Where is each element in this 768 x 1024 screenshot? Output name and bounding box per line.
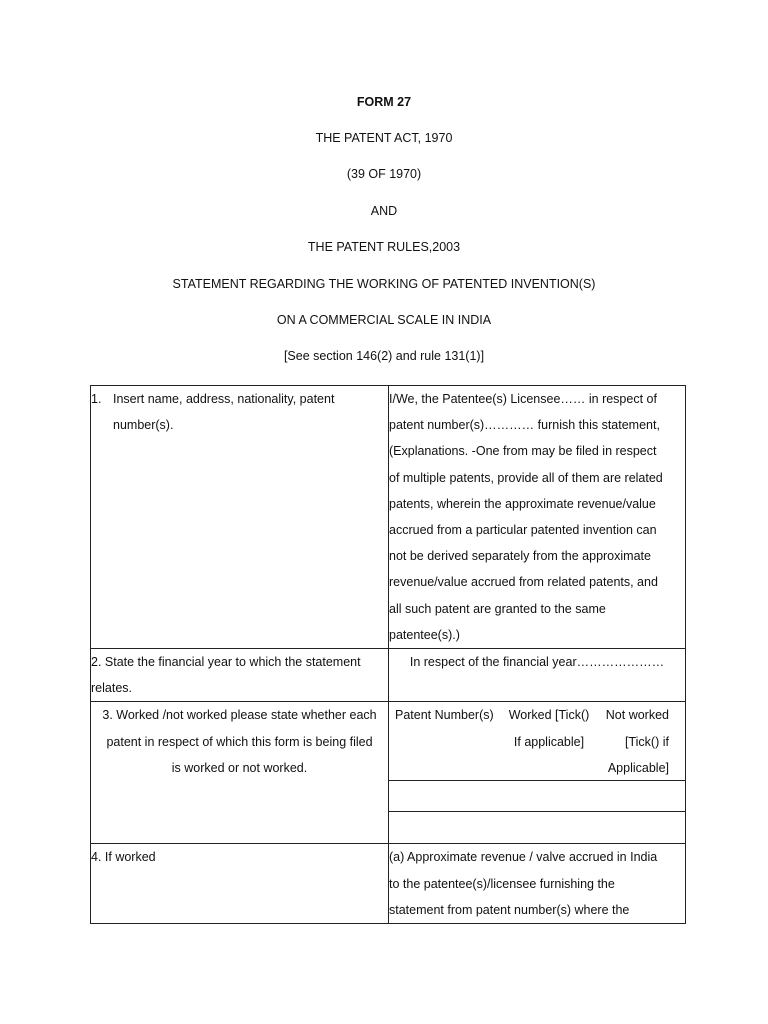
financial-year-line: In respect of the financial year…………………: [409, 655, 665, 670]
table-row: [91, 649, 686, 702]
not-worked-column-line1: Not worked: [605, 708, 669, 723]
section-reference: [See section 146(2) and rule 131(1)]: [283, 349, 485, 363]
row1-answer-line: all such patent are granted to the same: [389, 601, 606, 616]
statement-title: STATEMENT REGARDING THE WORKING OF PATENTED INVENTION(S): [172, 277, 596, 291]
row1-question: [91, 386, 389, 649]
row4-answer: [389, 844, 686, 924]
row1-answer-line: (Explanations. -One from may be filed in respect: [389, 444, 657, 459]
row4-question-line: 4. If worked: [91, 850, 156, 865]
row1-answer-line: accrued from a particular patented invention can: [389, 523, 657, 538]
row2-question-line1: 2. State the financial year to which the statement: [91, 655, 361, 670]
row2-question-line2: relates.: [91, 681, 132, 696]
table-row: [91, 386, 686, 649]
row1-answer-line: not be derived separately from the approximate: [389, 549, 651, 564]
row1-answer-line: I/We, the Patentee(s) Licensee…… in respect of: [389, 392, 657, 406]
not-worked-column-line3: Applicable]: [607, 760, 669, 775]
row4-answer-line: statement from patent number(s) where the: [389, 902, 630, 917]
row3-question-line3: is worked or not worked.: [171, 760, 308, 775]
row1-answer: [389, 386, 686, 649]
form-number: FORM 27: [356, 95, 412, 109]
row3-question-line1: 3. Worked /not worked please state whether each: [102, 708, 377, 723]
row3-question: [91, 702, 389, 844]
table-row: [91, 844, 686, 924]
scale-title: ON A COMMERCIAL SCALE IN INDIA: [276, 313, 492, 327]
blank-entry-row[interactable]: [389, 781, 685, 812]
form-table: [90, 385, 686, 924]
row1-answer-line: patents, wherein the approximate revenue/value: [389, 496, 656, 511]
row1-answer-line: of multiple patents, provide all of them are related: [389, 470, 663, 485]
and-text: AND: [370, 204, 398, 218]
row4-question: [91, 844, 389, 924]
row1-number: 1.: [91, 392, 102, 406]
act-number: (39 OF 1970): [346, 167, 422, 181]
row3-answer: [389, 702, 686, 844]
row1-question-line2: number(s).: [113, 418, 174, 433]
row1-answer-line: patentee(s).): [389, 627, 460, 642]
row1-answer-line: patent number(s)………… furnish this statement,: [389, 418, 660, 433]
row4-answer-line: (a) Approximate revenue / valve accrued in India: [389, 850, 658, 865]
table-row: [91, 702, 686, 844]
not-worked-column-line2: [Tick() if: [625, 734, 669, 749]
blank-entry-row[interactable]: [389, 812, 685, 843]
row3-question-line2: patent in respect of which this form is being filed: [106, 734, 373, 749]
not-worked-column: [594, 702, 669, 781]
worked-column-line2: If applicable]: [513, 734, 585, 749]
rules-title: THE PATENT RULES,2003: [307, 240, 461, 254]
worked-status-header: [389, 702, 685, 781]
worked-column: [503, 702, 595, 754]
row2-answer: [389, 649, 686, 702]
row4-answer-line: to the patentee(s)/licensee furnishing the: [389, 876, 615, 891]
row1-answer-line: revenue/value accrued from related patents, and: [389, 575, 658, 590]
patent-number-column: Patent Number(s): [395, 708, 494, 723]
act-title: THE PATENT ACT, 1970: [315, 131, 453, 145]
row1-question-line1: Insert name, address, nationality, patent: [113, 392, 335, 406]
worked-column-line1: Worked [Tick(): [508, 708, 590, 723]
row2-question: [91, 649, 389, 702]
